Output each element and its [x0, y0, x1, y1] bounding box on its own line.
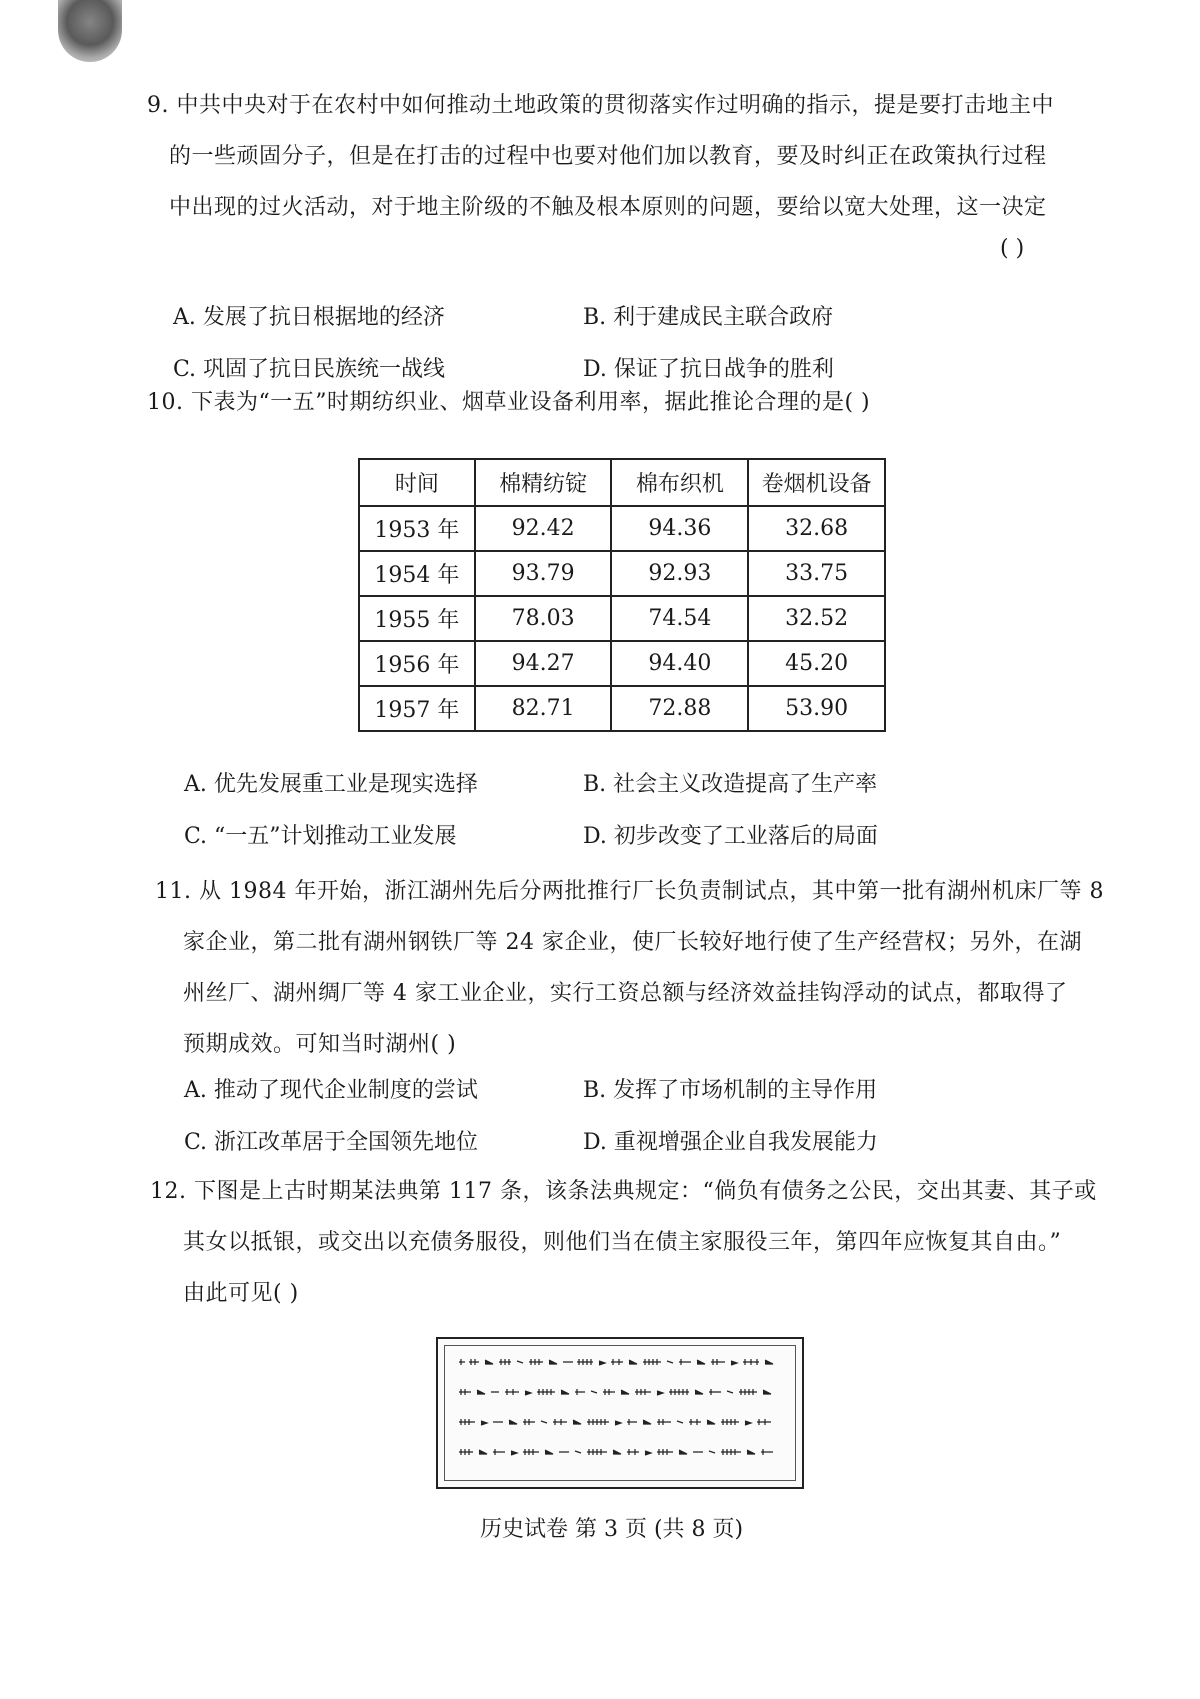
question-9-stem — [147, 80, 1077, 233]
q9-answer-paren: ( ) — [1000, 236, 1025, 261]
q9-line-3: 中出现的过火活动，对于地主阶级的不触及根本原则的问题，要给以宽大处理，这一决定 — [169, 195, 1047, 220]
table-cell: 93.79 — [475, 551, 612, 596]
q10-option-d: D. 初步改变了工业落后的局面 — [583, 824, 878, 849]
q10-option-a: A. 优先发展重工业是现实选择 — [184, 772, 478, 797]
q9-line-2: 的一些顽固分子，但是在打击的过程中也要对他们加以教育，要及时纠正在政策执行过程 — [169, 144, 1047, 169]
q11-line-4: 预期成效。可知当时湖州( ) — [183, 1032, 457, 1057]
table-cell: 74.54 — [611, 596, 748, 641]
table-cell: 1957 年 — [359, 686, 475, 731]
table-cell: 94.36 — [611, 506, 748, 551]
q10-option-c: C. “一五”计划推动工业发展 — [184, 824, 457, 849]
page-footer: 历史试卷 第 3 页 (共 8 页) — [480, 1517, 744, 1542]
table-cell: 1953 年 — [359, 506, 475, 551]
table-row — [359, 506, 885, 551]
q9-option-c: C. 巩固了抗日民族统一战线 — [173, 357, 446, 382]
utilization-table — [358, 458, 886, 732]
q12-line-1: 12. 下图是上古时期某法典第 117 条，该条法典规定：“倘负有债务之公民，交出其妻、其子或 — [150, 1179, 1097, 1204]
table-cell: 53.90 — [748, 686, 885, 731]
table-header-cell: 棉精纺锭 — [475, 459, 612, 506]
table-cell: 94.40 — [611, 641, 748, 686]
table-header-cell: 棉布织机 — [611, 459, 748, 506]
table-row — [359, 641, 885, 686]
q11-option-a: A. 推动了现代企业制度的尝试 — [184, 1078, 478, 1103]
cuneiform-tablet-image — [436, 1337, 804, 1489]
q9-option-b: B. 利于建成民主联合政府 — [583, 305, 834, 330]
table-cell: 72.88 — [611, 686, 748, 731]
table-row — [359, 596, 885, 641]
q11-option-b: B. 发挥了市场机制的主导作用 — [583, 1078, 878, 1103]
q11-option-c: C. 浙江改革居于全国领先地位 — [184, 1130, 479, 1155]
table-cell: 32.52 — [748, 596, 885, 641]
table-cell: 45.20 — [748, 641, 885, 686]
table-cell: 1954 年 — [359, 551, 475, 596]
q11-option-d: D. 重视增强企业自我发展能力 — [583, 1130, 878, 1155]
table-header-row — [359, 459, 885, 506]
table-cell: 32.68 — [748, 506, 885, 551]
table-header-cell: 时间 — [359, 459, 475, 506]
question-12-stem — [150, 1166, 1097, 1319]
scanner-stamp-icon — [58, 0, 122, 62]
table-cell: 1955 年 — [359, 596, 475, 641]
question-11-stem — [155, 866, 1104, 1070]
table-cell: 94.27 — [475, 641, 612, 686]
q12-line-2: 其女以抵银，或交出以充债务服役，则他们当在债主家服役三年，第四年应恢复其自由。” — [183, 1230, 1062, 1255]
q9-line-1: 9. 中共中央对于在农村中如何推动土地政策的贯彻落实作过明确的指示，提是要打击地主中 — [147, 93, 1054, 118]
cuneiform-script-icon — [445, 1346, 795, 1480]
q10-option-b: B. 社会主义改造提高了生产率 — [583, 772, 878, 797]
table-row — [359, 686, 885, 731]
table-cell: 1956 年 — [359, 641, 475, 686]
table-header-cell: 卷烟机设备 — [748, 459, 885, 506]
question-10-stem: 10. 下表为“一五”时期纺织业、烟草业设备利用率，据此推论合理的是( ) — [147, 390, 871, 415]
table-cell: 78.03 — [475, 596, 612, 641]
q11-line-2: 家企业，第二批有湖州钢铁厂等 24 家企业，使厂长较好地行使了生产经营权；另外，在湖 — [183, 930, 1082, 955]
q12-line-3: 由此可见( ) — [183, 1281, 299, 1306]
table-cell: 92.42 — [475, 506, 612, 551]
table-cell: 92.93 — [611, 551, 748, 596]
table-cell: 33.75 — [748, 551, 885, 596]
q11-line-1: 11. 从 1984 年开始，浙江湖州先后分两批推行厂长负责制试点，其中第一批有湖州机床厂等 8 — [155, 879, 1104, 904]
q9-option-d: D. 保证了抗日战争的胜利 — [583, 357, 834, 382]
table-cell: 82.71 — [475, 686, 612, 731]
table-row — [359, 551, 885, 596]
q9-option-a: A. 发展了抗日根据地的经济 — [173, 305, 445, 330]
q11-line-3: 州丝厂、湖州绸厂等 4 家工业企业，实行工资总额与经济效益挂钩浮动的试点，都取得了 — [183, 981, 1068, 1006]
